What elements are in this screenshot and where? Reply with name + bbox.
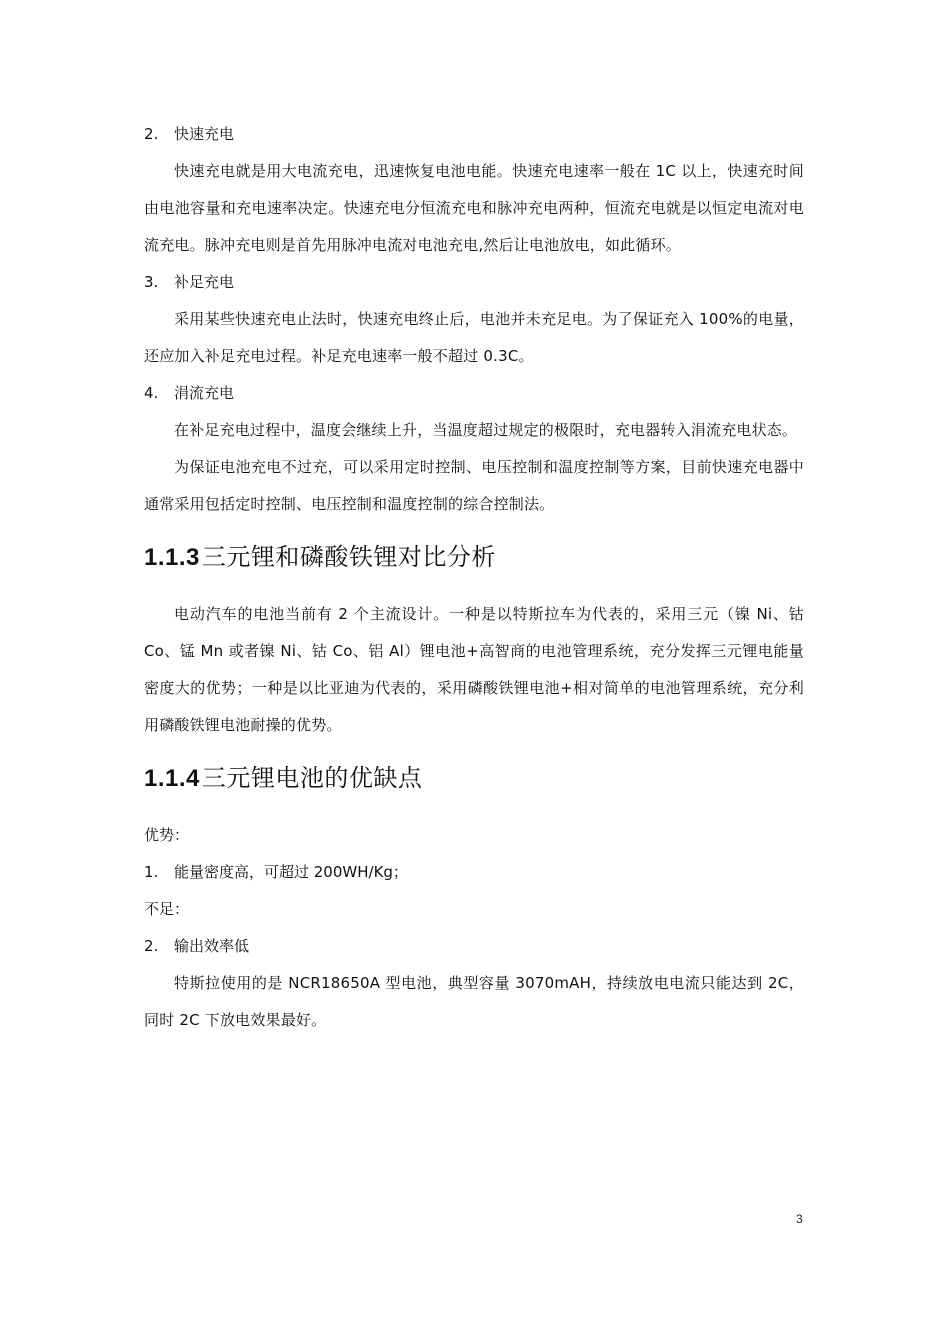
list-item-fast-charge: [144, 116, 804, 153]
paragraph-compare: 电动汽车的电池当前有 2 个主流设计。一种是以特斯拉车为代表的，采用三元（镍 Ni、钴 Co、锰 Mn 或者镍 Ni、钴 Co、铝 Al）锂电池+高智商的电池管理系统，充分发挥三元锂电能量密度大的优势；一种是以比亚迪为代表的，采用磷酸铁锂电池+相对简单的电池管理系统，充分利用磷酸铁锂电池耐操的优势。: [144, 605, 804, 734]
heading-number: 1.1.4: [144, 765, 200, 792]
paragraph-topup-charge: 采用某些快速充电止法时，快速充电终止后，电池并未充足电。为了保证充入 100%的电量，还应加入补足充电过程。补足充电速率一般不超过 0.3C。: [144, 310, 804, 365]
paragraph-charge-control: 为保证电池充电不过充，可以采用定时控制、电压控制和温度控制等方案，目前快速充电器中通常采用包括定时控制、电压控制和温度控制的综合控制法。: [144, 458, 804, 513]
section-heading-113: [144, 537, 804, 578]
list-item-con-2: [144, 928, 804, 965]
list-title: 涓流充电: [174, 384, 235, 402]
list-number: 1.: [144, 863, 159, 881]
list-title: 补足充电: [174, 273, 235, 291]
list-number: 4.: [144, 384, 159, 402]
paragraph-tesla: 特斯拉使用的是 NCR18650A 型电池，典型容量 3070mAH，持续放电电流只能达到 2C，同时 2C 下放电效果最好。: [144, 974, 804, 1029]
list-item-pro-1: [144, 854, 804, 891]
page-content: [144, 116, 804, 1039]
list-title: 快速充电: [174, 125, 235, 143]
list-text: 能量密度高，可超过 200WH/Kg；: [174, 863, 408, 881]
pros-label: 优势：: [144, 826, 190, 844]
heading-title: 三元锂电池的优缺点: [201, 764, 423, 792]
list-number: 3.: [144, 273, 159, 291]
cons-label: 不足：: [144, 900, 190, 918]
list-number: 2.: [144, 125, 159, 143]
paragraph-trickle-charge: 在补足充电过程中，温度会继续上升，当温度超过规定的极限时，充电器转入涓流充电状态。: [174, 421, 798, 439]
heading-number: 1.1.3: [144, 544, 200, 571]
list-item-topup-charge: [144, 264, 804, 301]
list-text: 输出效率低: [174, 937, 250, 955]
list-item-trickle-charge: [144, 375, 804, 412]
list-number: 2.: [144, 937, 159, 955]
section-heading-114: [144, 758, 804, 799]
paragraph-fast-charge: 快速充电就是用大电流充电，迅速恢复电池电能。快速充电速率一般在 1C 以上，快速充时间由电池容量和充电速率决定。快速充电分恒流充电和脉冲充电两种，恒流充电就是以恒定电流对电流充电。脉冲充电则是首先用脉冲电流对电池充电,然后让电池放电，如此循环。: [144, 162, 804, 254]
heading-title: 三元锂和磷酸铁锂对比分析: [201, 543, 496, 571]
page-number: 3: [796, 1212, 803, 1226]
